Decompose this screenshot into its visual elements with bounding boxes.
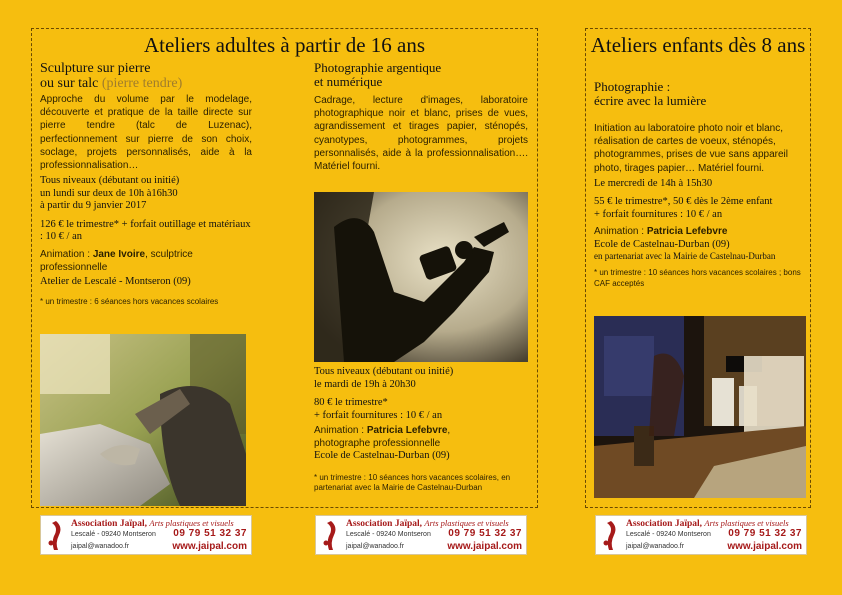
association-logo-left (40, 515, 252, 555)
association-logo-middle (315, 515, 527, 555)
photography-schedule: le mardi de 19h à 20h30 (314, 378, 416, 390)
photography-note: * un trimestre : 10 séances hors vacances scolaires, en partenariat avec la Mairie de Castelnau-Durban (314, 472, 511, 493)
photography-animation-label: Animation : (314, 425, 365, 436)
sculpture-animation (40, 248, 252, 274)
children-section (594, 80, 806, 289)
children-heading-line2: écrire avec la lumière (594, 93, 707, 108)
sculpture-photo (40, 334, 246, 506)
association-email[interactable]: jaipal@wanadoo.fr (71, 543, 130, 550)
association-phone[interactable]: 09 79 51 32 37 (173, 528, 247, 539)
sculpture-schedule: un lundi sur deux de 10h à16h30 (40, 187, 178, 199)
photography-heading (314, 61, 528, 89)
children-location: Ecole de Castelnau-Durban (09) (594, 238, 730, 250)
photography-price-line2: + forfait fournitures : 10 € / an (314, 409, 443, 421)
children-heading (594, 80, 806, 108)
association-website[interactable]: www.jaipal.com (447, 541, 522, 552)
children-animator: Patricia Lefebvre (646, 226, 728, 238)
children-price-line1: 55 € le trimestre*, 50 € dès le 2ème enfant (594, 196, 773, 208)
association-name-text: Association Jaïpal, (71, 519, 148, 529)
photography-level: Tous niveaux (débutant ou initié) (314, 366, 454, 377)
photography-animation: Animation : Patricia Lefebvre, (314, 425, 451, 436)
sculpture-animator: Jane Ivoire (92, 248, 146, 260)
children-price-line2: + forfait fournitures : 10 € / an (594, 208, 723, 220)
association-name-text: Association Jaïpal, (626, 519, 703, 529)
association-website[interactable]: www.jaipal.com (172, 541, 247, 552)
sculpture-description: Approche du volume par le modelage, découverte et pratique de la taille directe sur pierre tendre (talc de Luzenac), perfectionnement sur pierre de son choix, soclage, projets personnalisés, aide à la professionnalisation… (40, 94, 252, 172)
association-subtitle: Arts plastiques et visuels (704, 518, 789, 528)
jaipal-logo-icon (45, 519, 67, 552)
photography-animator-role: photographe professionnelle (314, 438, 441, 450)
association-phone[interactable]: 09 79 51 32 37 (728, 528, 802, 539)
children-description: Initiation au laboratoire photo noir et blanc, réalisation de cartes de voeux, sténopés, photogrammes, prises de vue sans appareil photo, tirages papier… Matériel fourni. (594, 123, 788, 174)
association-address: Lescalé - 09240 Montseron (626, 531, 711, 538)
children-schedule: Le mercredi de 14h à 15h30 (594, 177, 713, 189)
sculpture-price: 126 € le trimestre* + forfait outillage et matériaux : 10 € / an (40, 218, 251, 243)
photography-price-line1: 80 € le trimestre* (314, 397, 388, 408)
sculpture-heading-line1: Sculpture sur pierre (40, 61, 151, 76)
photography-location: Ecole de Castelnau-Durban (09) (314, 450, 450, 462)
association-name-text: Association Jaïpal, (346, 519, 423, 529)
photography-description: Cadrage, lecture d'images, laboratoire photographique noir et blanc, prises de vues, agrandissement et tirages papier, sténopés, cyanotypes, photogrammes, projets personnalisés, aide à la professionnalisation…. Matériel fourni. (314, 95, 528, 173)
photography-heading-line2: et numérique (314, 74, 383, 89)
photography-animator: Patricia Lefebvre (366, 425, 448, 436)
sculpture-animation-label: Animation : (40, 248, 91, 260)
sculpture-heading (40, 61, 252, 91)
association-logo-right (595, 515, 807, 555)
photography-details (314, 366, 528, 494)
photography-heading-line1: Photographie argentique (314, 60, 442, 75)
adult-workshops-title: Ateliers adultes à partir de 16 ans (143, 33, 426, 57)
sculpture-start-date: à partir du 9 janvier 2017 (40, 200, 147, 212)
children-heading-line1: Photographie : (594, 79, 671, 94)
children-workshops-title: Ateliers enfants dès 8 ans (590, 33, 806, 57)
association-phone[interactable]: 09 79 51 32 37 (448, 528, 522, 539)
jaipal-logo-icon (600, 519, 622, 552)
jaipal-logo-icon (320, 519, 342, 552)
shadow-photographer-photo (314, 192, 528, 362)
sculpture-note: * un trimestre : 6 séances hors vacances scolaires (40, 296, 219, 306)
association-address: Lescalé - 09240 Montseron (346, 531, 431, 538)
children-animation (594, 225, 806, 238)
children-note: * un trimestre : 10 séances hors vacances scolaires ; bons CAF acceptés (594, 268, 801, 288)
association-subtitle: Arts plastiques et visuels (424, 518, 509, 528)
association-address: Lescalé - 09240 Montseron (71, 531, 156, 538)
darkroom-photo (594, 316, 806, 498)
association-subtitle: Arts plastiques et visuels (149, 518, 234, 528)
association-email[interactable]: jaipal@wanadoo.fr (346, 543, 405, 550)
sculpture-level: Tous niveaux (débutant ou initié) (40, 175, 180, 187)
sculpture-section (40, 61, 252, 307)
children-animation-label: Animation : (594, 226, 645, 238)
sculpture-heading-muted: (pierre tendre) (101, 76, 183, 91)
sculpture-heading-line2: ou sur talc (40, 76, 99, 91)
association-email[interactable]: jaipal@wanadoo.fr (626, 543, 685, 550)
association-website[interactable]: www.jaipal.com (727, 541, 802, 552)
sculpture-location: Atelier de Lescalé - Montseron (09) (40, 276, 191, 288)
photography-section (314, 61, 528, 173)
children-partner: en partenariat avec la Mairie de Castelnau-Durban (594, 251, 776, 262)
sculpture-animator-role: , sculptrice professionnelle (40, 248, 193, 273)
